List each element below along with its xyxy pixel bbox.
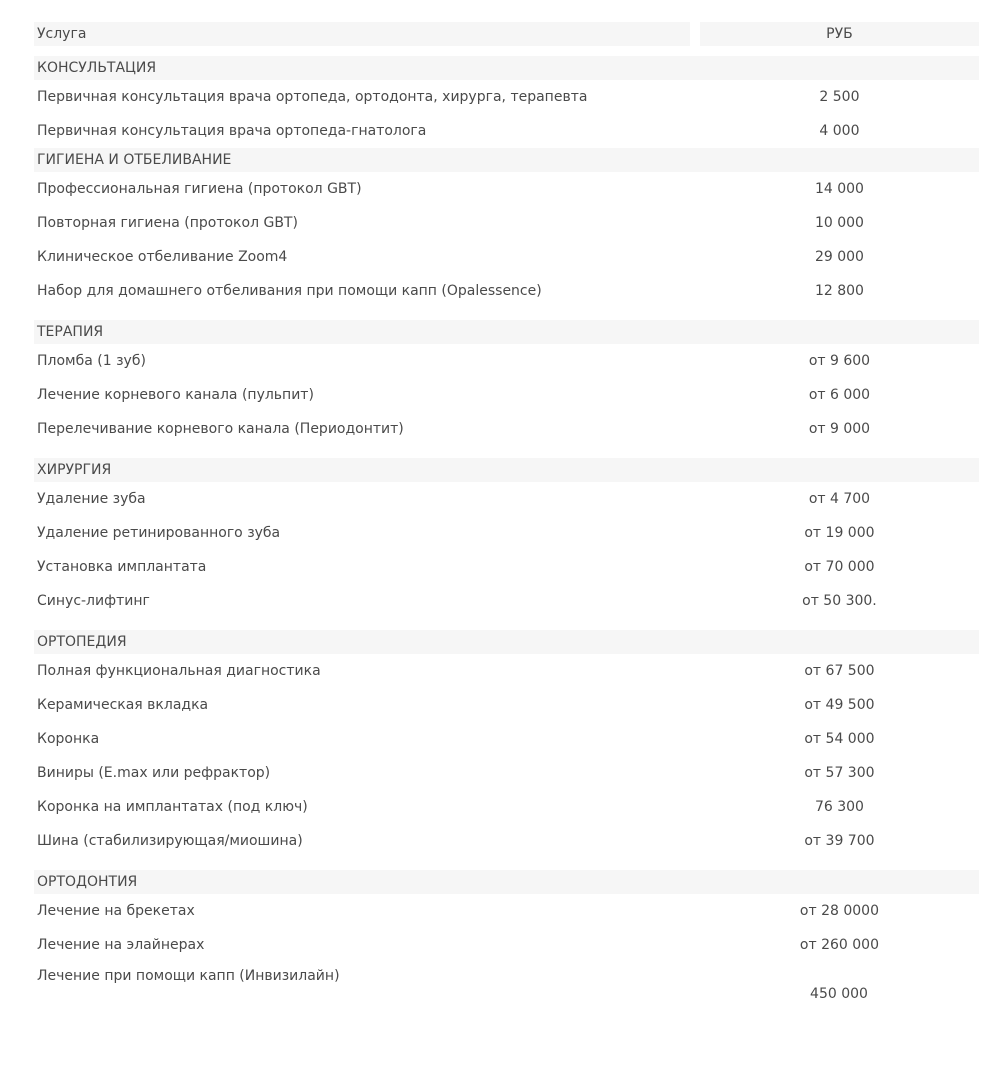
service-price: от 6 000 (808, 387, 871, 403)
service-name: Полная функциональная диагностика (37, 663, 321, 679)
table-row (34, 240, 979, 274)
service-price: от 57 300 (804, 765, 875, 781)
service-name: Первичная консультация врача ортопеда-гнатолога (37, 123, 427, 139)
table-row (34, 114, 979, 148)
service-price: от 9 600 (808, 353, 871, 369)
table-row (34, 206, 979, 240)
table-row (34, 344, 979, 378)
table-row (34, 894, 979, 928)
service-name: Перелечивание корневого канала (Периодонтит) (37, 421, 404, 437)
service-name: Установка имплантата (37, 559, 207, 575)
service-name: Керамическая вкладка (37, 697, 209, 713)
service-price: от 4 700 (808, 491, 871, 507)
service-name: Лечение корневого канала (пульпит) (37, 387, 314, 403)
section-header-consultation: КОНСУЛЬТАЦИЯ (34, 56, 979, 80)
table-row (34, 378, 979, 412)
table-row (34, 274, 979, 308)
section-header-orthopedics: ОРТОПЕДИЯ (34, 630, 979, 654)
service-name: Лечение на брекетах (37, 903, 195, 919)
service-name: Удаление ретинированного зуба (37, 525, 281, 541)
table-header (34, 22, 979, 46)
service-price: от 67 500 (804, 663, 875, 679)
service-name: Коронка на имплантатах (под ключ) (37, 799, 308, 815)
service-price: 4 000 (819, 123, 860, 139)
service-name: Клиническое отбеливание Zoom4 (37, 249, 288, 265)
service-name: Пломба (1 зуб) (37, 353, 146, 369)
table-row (34, 80, 979, 114)
service-price: 450 000 (810, 986, 868, 1002)
table-row (34, 722, 979, 756)
table-row (34, 962, 979, 1018)
service-price: 10 000 (814, 215, 864, 231)
service-price: 12 800 (814, 283, 864, 299)
table-row (34, 516, 979, 550)
service-price: от 39 700 (804, 833, 875, 849)
table-row (34, 688, 979, 722)
service-price: от 49 500 (804, 697, 875, 713)
table-row (34, 654, 979, 688)
service-name: Лечение на элайнерах (37, 937, 205, 953)
service-price: 2 500 (819, 89, 860, 105)
table-row (34, 172, 979, 206)
table-row (34, 584, 979, 618)
service-price: от 260 000 (799, 937, 879, 953)
price-column-header: РУБ (700, 22, 979, 46)
service-name: Первичная консультация врача ортопеда, ортодонта, хирурга, терапевта (37, 89, 588, 105)
service-price: от 50 300. (802, 593, 877, 609)
section-header-surgery: ХИРУРГИЯ (34, 458, 979, 482)
service-price: от 70 000 (804, 559, 875, 575)
service-price: 76 300 (814, 799, 864, 815)
service-name: Удаление зуба (37, 491, 146, 507)
section-header-therapy: ТЕРАПИЯ (34, 320, 979, 344)
section-header-orthodontics: ОРТОДОНТИЯ (34, 870, 979, 894)
table-row (34, 412, 979, 446)
section-header-hygiene: ГИГИЕНА И ОТБЕЛИВАНИЕ (34, 148, 979, 172)
service-name: Синус-лифтинг (37, 593, 150, 609)
service-price: от 54 000 (804, 731, 875, 747)
service-price: от 19 000 (804, 525, 875, 541)
table-row (34, 928, 979, 962)
service-name: Лечение при помощи капп (Инвизилайн) (37, 968, 340, 984)
service-name: Коронка (37, 731, 100, 747)
service-price: 14 000 (814, 181, 864, 197)
service-name: Шина (стабилизирующая/миошина) (37, 833, 303, 849)
service-name: Профессиональная гигиена (протокол GBT) (37, 181, 362, 197)
service-column-header: Услуга (34, 22, 690, 46)
table-row (34, 756, 979, 790)
service-price: от 9 000 (808, 421, 871, 437)
table-row (34, 550, 979, 584)
table-row (34, 824, 979, 858)
service-price: 29 000 (814, 249, 864, 265)
service-name: Повторная гигиена (протокол GBT) (37, 215, 298, 231)
service-name: Набор для домашнего отбеливания при помощи капп (Opalessence) (37, 283, 542, 299)
table-row (34, 790, 979, 824)
service-name: Виниры (E.max или рефрактор) (37, 765, 271, 781)
table-row (34, 482, 979, 516)
price-table (34, 22, 979, 1018)
service-price: от 28 0000 (799, 903, 879, 919)
